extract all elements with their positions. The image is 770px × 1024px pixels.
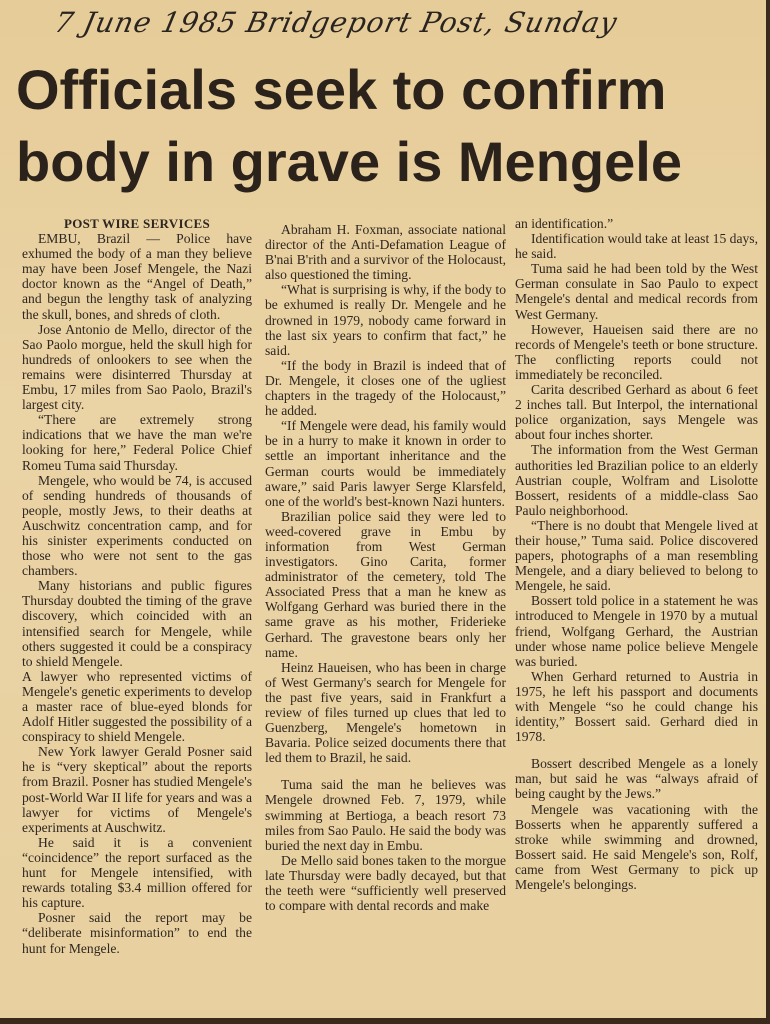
headline-line-1: Officials seek to confirm bbox=[16, 58, 667, 121]
paragraph: The information from the West German authorities led Brazilian police to an elderly Austrian couple, Wolfram and Lisolotte Bossert, residents of a middle-class Sao Paulo neighborhood. bbox=[515, 442, 758, 518]
paragraph: Mengele, who would be 74, is accused of sending hundreds of thousands of people, mostly Jews, to their deaths at Auschwitz concentration camp, and for his sinister experiments conducted on those who were not sent to the gas chambers. bbox=[22, 472, 252, 579]
headline bbox=[16, 54, 756, 204]
paragraph: Identification would take at least 15 days, he said. bbox=[515, 231, 758, 262]
paragraph: Jose Antonio de Mello, director of the Sao Paolo morgue, held the skull high for hundreds of onlookers to see when the remains were disinterred Thursday at Embu, 17 miles from Sao Paolo, Brazil's largest city. bbox=[22, 321, 252, 413]
paragraph: “What is surprising is why, if the body to be exhumed is really Dr. Mengele and he drowned in 1979, nobody came forward in the last six years to confirm that fact,” he said. bbox=[265, 282, 506, 358]
paragraph: EMBU, Brazil — Police have exhumed the body of a man they believe may have been Josef Mengele, the Nazi doctor known as the “Angel of Death,” and begun the lengthy task of analyzing the skull, bones, and shreds of cloth. bbox=[22, 231, 252, 322]
paragraph: Many historians and public figures Thursday doubted the timing of the grave discovery, which coincided with an intensified search for Mengele, while others suggested it could be a conspiracy to shield Mengele. bbox=[22, 578, 252, 669]
paragraph: De Mello said bones taken to the morgue late Thursday were badly decayed, but that the teeth were “sufficiently well preserved to compare with dental records and make bbox=[265, 852, 506, 914]
paragraph: Posner said the report may be “deliberate misinformation” to end the hunt for Mengele. bbox=[22, 910, 252, 956]
paragraph: Bossert told police in a statement he was introduced to Mengele in 1970 by a mutual friend, Wolfgang Gerhard, the Austrian under whose name police believe Mengele was buried. bbox=[515, 593, 758, 669]
column-2 bbox=[265, 222, 506, 913]
paragraph: A lawyer who represented victims of Mengele's genetic experiments to develop a master race of blue-eyed blonds for Adolf Hitler suggested the possibility of a conspiracy to shield Mengele. bbox=[22, 668, 252, 745]
paragraph: New York lawyer Gerald Posner said he is “very skeptical” about the reports from Brazil. Posner has studied Mengele's post-World War II life for years and was a lawyer for victims of Mengele's experiments at Auschwitz. bbox=[22, 744, 252, 835]
paragraph: Heinz Haueisen, who has been in charge of West Germany's search for Mengele for the past five years, said in Frankfurt a review of files turned up clues that led to Guenzberg, Mengele's hometown in Bavaria. Police seized documents there that led them to Brazil, he said. bbox=[265, 659, 506, 766]
headline-line-2: body in grave is Mengele bbox=[16, 130, 682, 193]
column-1 bbox=[22, 216, 252, 956]
paragraph: Tuma said he had been told by the West German consulate in Sao Paulo to expect Mengele's dental and medical records from West Germany. bbox=[515, 261, 758, 322]
handwritten-note: 7 June 1985 Bridgeport Post, Sunday bbox=[51, 6, 621, 39]
byline: POST WIRE SERVICES bbox=[63, 216, 211, 231]
article-body bbox=[22, 216, 762, 1006]
paragraph: Mengele was vacationing with the Bosserts when he apparently suffered a stroke while swimming and drowned, Bossert said. He said Mengele's son, Rolf, came from West Germany to pick up Mengele's belongings. bbox=[515, 801, 758, 893]
paragraph: He said it is a convenient “coincidence” the report surfaced as the hunt for Mengele intensified, with rewards totaling $3.4 million offered for his capture. bbox=[22, 834, 252, 911]
paragraph: Brazilian police said they were led to weed-covered grave in Embu by information from West German investigators. Gino Carita, former administrator of the cemetery, told The Associated Press that a man he knew as Wolfgang Gerhard was buried there in the same grave as his mother, Friderieke Gerhard. The gravestone bears only her name. bbox=[265, 508, 506, 660]
paragraph: Abraham H. Foxman, associate national director of the Anti-Defamation League of B'nai B'rith and a survivor of the Holocaust, also questioned the timing. bbox=[265, 222, 506, 283]
paragraph: Carita described Gerhard as about 6 feet 2 inches tall. But Interpol, the international police organization, says Mengele was about four inches shorter. bbox=[515, 382, 758, 443]
paragraph: “There are extremely strong indications that we have the man we're looking for here,” Federal Police Chief Romeu Tuma said Thursday. bbox=[22, 412, 252, 473]
paragraph: However, Haueisen said there are no records of Mengele's teeth or bone structure. The conflicting reports could not immediately be reconciled. bbox=[515, 321, 758, 382]
paragraph: “There is no doubt that Mengele lived at their house,” Tuma said. Police discovered papers, photographs of a man resembling Mengele, and a diary believed to belong to Mengele, he said. bbox=[515, 517, 758, 594]
paragraph: When Gerhard returned to Austria in 1975, he left his passport and documents with Mengele “so he could change his identity,” Bossert said. Gerhard died in 1978. bbox=[515, 668, 758, 745]
paragraph: “If Mengele were dead, his family would be in a hurry to make it known in order to settle an important inheritance and the German courts would be immediately aware,” said Paris lawyer Serge Klarsfeld, one of the world's best-known Nazi hunters. bbox=[265, 418, 506, 509]
paragraph: “If the body in Brazil is indeed that of Dr. Mengele, it closes one of the ugliest chapters in the tragedy of the Holocaust,” he added. bbox=[265, 357, 506, 419]
paragraph: Tuma said the man he believes was Mengele drowned Feb. 7, 1979, while swimming at Bertioga, a beach resort 73 miles from Sao Paulo. He said the body was buried the next day in Embu. bbox=[265, 777, 506, 853]
column-3 bbox=[515, 216, 758, 892]
paragraph: an identification.” bbox=[515, 216, 614, 231]
paragraph: Bossert described Mengele as a lonely man, but said he was “always afraid of being caught by the Jews.” bbox=[515, 756, 758, 802]
